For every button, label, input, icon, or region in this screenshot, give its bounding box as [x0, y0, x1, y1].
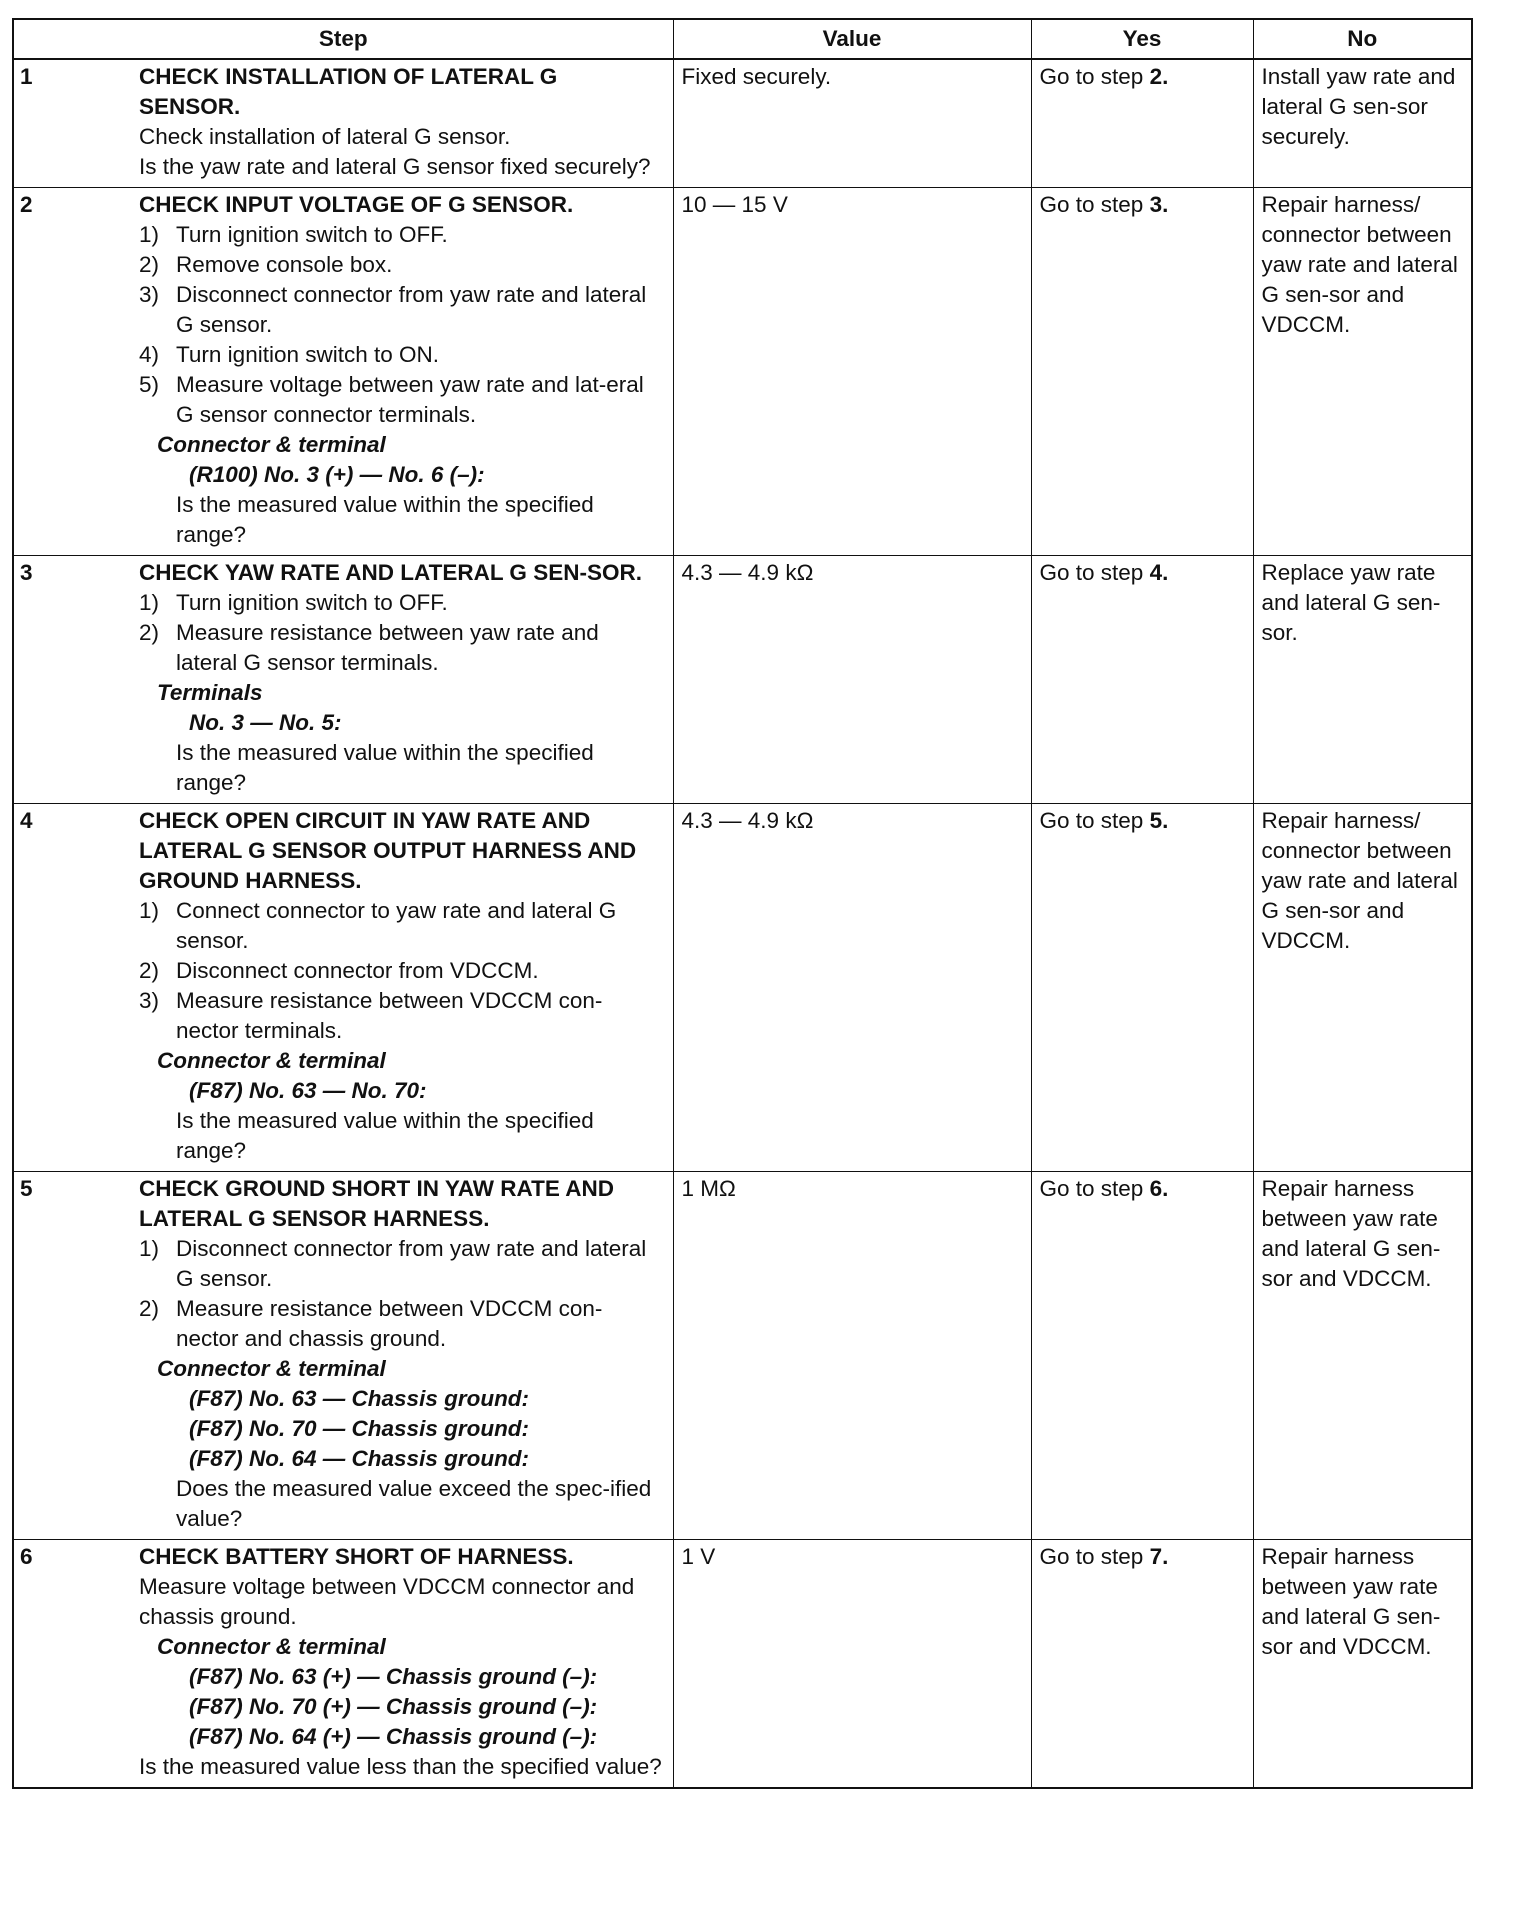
header-no: No — [1253, 19, 1472, 59]
yes-step-number: 7. — [1149, 1544, 1169, 1569]
step-yes — [1031, 1540, 1253, 1789]
step-description — [137, 804, 673, 1172]
step-description — [137, 1540, 673, 1789]
procedure-item: 1) Turn ignition switch to OFF. — [139, 590, 448, 615]
yes-step-number: 3. — [1149, 192, 1169, 217]
step-question: Is the yaw rate and lateral G sensor fixed securely? — [139, 154, 651, 179]
header-value: Value — [673, 19, 1031, 59]
table-row — [13, 1540, 1472, 1789]
spec-caption: Connector & terminal — [157, 1356, 386, 1381]
spec-line: (F87) No. 70 (+) — Chassis ground (–): — [189, 1694, 598, 1719]
procedure-item: 2) Measure resistance between VDCCM con-nector and chassis ground. — [139, 1296, 603, 1351]
procedure-item: 2) Measure resistance between yaw rate and lateral G sensor terminals. — [139, 620, 599, 675]
step-question: Is the measured value within the specified range? — [176, 492, 594, 547]
step-title: CHECK YAW RATE AND LATERAL G SEN-SOR. — [139, 560, 642, 585]
procedure-list — [139, 896, 663, 1046]
spec-line: (F87) No. 63 (+) — Chassis ground (–): — [189, 1664, 598, 1689]
procedure-list — [139, 220, 663, 430]
procedure-item: 4) Turn ignition switch to ON. — [139, 342, 440, 367]
step-yes — [1031, 59, 1253, 188]
step-description — [137, 556, 673, 804]
step-title: CHECK GROUND SHORT IN YAW RATE AND LATERAL G SENSOR HARNESS. — [139, 1176, 615, 1231]
step-no: Repair harness/ connector between yaw rate and lateral G sen-sor and VDCCM. — [1253, 804, 1472, 1172]
step-value: 1 V — [673, 1540, 1031, 1789]
procedure-item: 1) Disconnect connector from yaw rate and lateral G sensor. — [139, 1236, 647, 1291]
step-text: Measure voltage between VDCCM connector and chassis ground. — [139, 1574, 635, 1629]
yes-prefix: Go to step — [1039, 64, 1150, 89]
step-yes — [1031, 188, 1253, 556]
step-no: Install yaw rate and lateral G sen-sor securely. — [1253, 59, 1472, 188]
step-no: Repair harness between yaw rate and lateral G sen-sor and VDCCM. — [1253, 1172, 1472, 1540]
step-yes — [1031, 1172, 1253, 1540]
procedure-item: 5) Measure voltage between yaw rate and lat-eral G sensor connector terminals. — [139, 372, 644, 427]
step-description — [137, 188, 673, 556]
step-description — [137, 59, 673, 188]
spec-caption: Connector & terminal — [157, 432, 386, 457]
step-description — [137, 1172, 673, 1540]
step-title: CHECK OPEN CIRCUIT IN YAW RATE AND LATERAL G SENSOR OUTPUT HARNESS AND GROUND HARNESS. — [139, 808, 637, 893]
step-question: Is the measured value within the specified range? — [176, 1108, 594, 1163]
table-row — [13, 804, 1472, 1172]
spec-line: (F87) No. 70 — Chassis ground: — [189, 1416, 530, 1441]
yes-step-number: 5. — [1149, 808, 1169, 833]
spec-caption: Terminals — [157, 680, 263, 705]
header-yes: Yes — [1031, 19, 1253, 59]
diagnostic-table — [12, 18, 1473, 1789]
step-no: Repair harness/ connector between yaw rate and lateral G sen-sor and VDCCM. — [1253, 188, 1472, 556]
step-question: Is the measured value within the specified range? — [176, 740, 594, 795]
yes-prefix: Go to step — [1039, 560, 1150, 585]
step-value: 1 MΩ — [673, 1172, 1031, 1540]
spec-line: (F87) No. 64 — Chassis ground: — [189, 1446, 530, 1471]
spec-line: No. 3 — No. 5: — [189, 710, 342, 735]
spec-caption: Connector & terminal — [157, 1634, 386, 1659]
table-row — [13, 556, 1472, 804]
yes-prefix: Go to step — [1039, 192, 1150, 217]
step-number: 6 — [13, 1540, 137, 1789]
procedure-item: 1) Turn ignition switch to OFF. — [139, 222, 448, 247]
step-question: Is the measured value less than the specified value? — [139, 1754, 662, 1779]
step-title: CHECK BATTERY SHORT OF HARNESS. — [139, 1544, 574, 1569]
spec-line: (F87) No. 63 — Chassis ground: — [189, 1386, 530, 1411]
yes-prefix: Go to step — [1039, 808, 1150, 833]
procedure-item: 3) Measure resistance between VDCCM con-nector terminals. — [139, 988, 603, 1043]
yes-prefix: Go to step — [1039, 1544, 1150, 1569]
spec-line: (F87) No. 63 — No. 70: — [189, 1078, 427, 1103]
step-yes — [1031, 804, 1253, 1172]
step-number: 2 — [13, 188, 137, 556]
step-value: 4.3 — 4.9 kΩ — [673, 804, 1031, 1172]
step-number: 3 — [13, 556, 137, 804]
yes-step-number: 2. — [1149, 64, 1169, 89]
diagnostic-table-page — [12, 18, 1471, 1789]
table-header-row — [13, 19, 1472, 59]
step-no: Replace yaw rate and lateral G sen-sor. — [1253, 556, 1472, 804]
yes-step-number: 6. — [1149, 1176, 1169, 1201]
step-title: CHECK INSTALLATION OF LATERAL G SENSOR. — [139, 64, 558, 119]
procedure-list — [139, 1234, 663, 1354]
yes-prefix: Go to step — [1039, 1176, 1150, 1201]
table-row — [13, 59, 1472, 188]
procedure-item: 2) Remove console box. — [139, 252, 393, 277]
procedure-item: 3) Disconnect connector from yaw rate and lateral G sensor. — [139, 282, 647, 337]
procedure-item: 2) Disconnect connector from VDCCM. — [139, 958, 539, 983]
yes-step-number: 4. — [1149, 560, 1169, 585]
step-text: Check installation of lateral G sensor. — [139, 124, 511, 149]
step-value: Fixed securely. — [673, 59, 1031, 188]
step-question: Does the measured value exceed the spec-ified value? — [176, 1476, 652, 1531]
step-title: CHECK INPUT VOLTAGE OF G SENSOR. — [139, 192, 574, 217]
step-yes — [1031, 556, 1253, 804]
spec-caption: Connector & terminal — [157, 1048, 386, 1073]
header-step: Step — [13, 19, 673, 59]
spec-line: (F87) No. 64 (+) — Chassis ground (–): — [189, 1724, 598, 1749]
spec-line: (R100) No. 3 (+) — No. 6 (–): — [189, 462, 485, 487]
table-row — [13, 1172, 1472, 1540]
step-number: 4 — [13, 804, 137, 1172]
step-value: 10 — 15 V — [673, 188, 1031, 556]
table-row — [13, 188, 1472, 556]
procedure-item: 1) Connect connector to yaw rate and lateral G sensor. — [139, 898, 617, 953]
step-number: 5 — [13, 1172, 137, 1540]
step-value: 4.3 — 4.9 kΩ — [673, 556, 1031, 804]
step-no: Repair harness between yaw rate and lateral G sen-sor and VDCCM. — [1253, 1540, 1472, 1789]
procedure-list — [139, 588, 663, 678]
step-number: 1 — [13, 59, 137, 188]
